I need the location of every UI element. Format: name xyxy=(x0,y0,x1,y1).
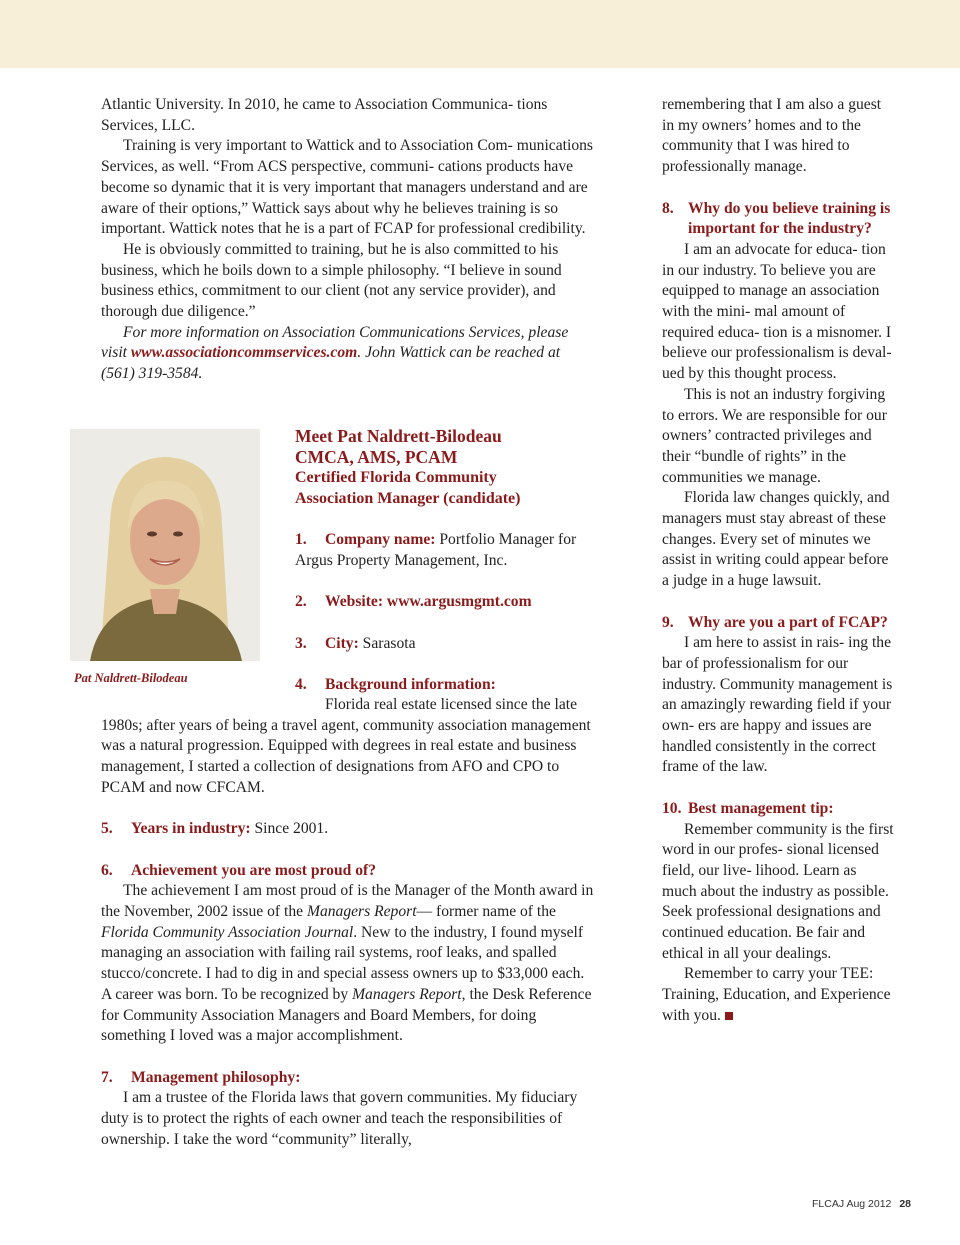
question-number: 4. xyxy=(295,675,307,693)
answer: I am here to assist in rais- ing the bar of professionalism for our industry. Community management is an amazingly rewarding field if your own- ers are happy and issues are handled consistently in the correct frame of the law. xyxy=(662,634,893,776)
answer-text: Remember to carry your TEE: Training, Education, and Experience with you. xyxy=(662,965,891,1024)
contact-note xyxy=(101,323,593,385)
answer xyxy=(662,964,894,1026)
photo-caption: Pat Naldrett-Bilodeau xyxy=(74,671,188,685)
question-number: 6. xyxy=(101,861,113,879)
answer: Since 2001. xyxy=(250,820,329,838)
question-7-heading xyxy=(101,1068,596,1089)
question-number: 3. xyxy=(295,634,307,652)
question-label: Company name: xyxy=(325,531,436,549)
paragraph: remembering that I am also a guest in my owners’ homes and to the community that I was hired to professionally manage. xyxy=(662,96,882,176)
paragraph: Atlantic University. In 2010, he came to Association Communica- tions Services, LLC. xyxy=(101,96,548,134)
question-3 xyxy=(295,634,595,655)
question-label: Achievement you are most proud of? xyxy=(131,861,377,879)
left-column xyxy=(101,95,593,385)
question-9-heading xyxy=(662,613,894,634)
question-1 xyxy=(295,530,595,571)
answer: Portfolio Manager for Argus Property Management, Inc. xyxy=(295,531,577,569)
question-label: City: xyxy=(325,634,359,652)
profile-subheading: Certified Florida Community xyxy=(295,469,497,486)
paragraph: Training is very important to Wattick and to Association Com- munications Services, as well. “From ACS perspective, communi- cations products have become so dynamic that it is very important that managers understand and are aware of their options,” Wattick says about why he believes training is so important. Wattick notes that he is a part of FCAP for professional credibility. xyxy=(101,137,593,238)
contact-note-text: For more information on Association Communications Services, please visit xyxy=(101,323,569,362)
question-label: Why are you a part of FCAP? xyxy=(688,613,888,631)
portrait-illustration xyxy=(70,429,260,661)
answer: Florida real estate licensed since the late 1980s; after years of being a travel agent, community association management was a natural progression. Equipped with degrees in real estate and business management, I started a collection of designations from AFO and CPO to PCAM and now CFCAM. xyxy=(101,696,591,796)
question-number: 5. xyxy=(101,820,113,838)
contact-note-text: . John Wattick can be reached at (561) 319-3584. xyxy=(101,344,561,383)
publication-title: Florida Community Association Journal xyxy=(101,923,354,941)
page-footer xyxy=(812,1198,911,1210)
publication-name: FLCAJ xyxy=(812,1198,845,1210)
answer: Sarasota xyxy=(358,634,416,652)
profile-subheading: Association Manager (candidate) xyxy=(295,489,521,507)
question-number: 7. xyxy=(101,1068,113,1086)
question-label: Years in industry: xyxy=(131,820,251,838)
question-2 xyxy=(295,592,595,613)
answer: I am a trustee of the Florida laws that govern communities. My fiduciary duty is to protect the rights of each owner and teach the responsibilities of ownership. I take the word “community” literally, xyxy=(101,1089,578,1148)
answer: Remember community is the first word in our profes- sional licensed field, our live- lihood. Learn as much about the industry as possible. Seek professional designations and continued education. Be fair and ethical in all your dealings. xyxy=(662,820,894,962)
question-label: Why do you believe training is important for the industry? xyxy=(688,199,891,238)
publication-title: Managers Report xyxy=(352,985,462,1003)
website-label[interactable]: Website: www.argusmgmt.com xyxy=(325,593,532,611)
question-8-heading xyxy=(662,199,894,240)
question-10-heading xyxy=(662,799,894,820)
paragraph: He is obviously committed to training, but he is also committed to his business, which he boils down to a simple philosophy. “I believe in sound business ethics, commitment to our client (not any service provider), and thorough due diligence.” xyxy=(101,240,562,321)
answer-text: , the Desk Reference for Community Association Managers and Board Members, for doing something I loved was a major accomplishment. xyxy=(101,985,592,1045)
question-label: Background information: xyxy=(325,675,496,693)
question-5 xyxy=(101,819,596,840)
profile-body xyxy=(101,695,596,1150)
answer-text: . New to the industry, I found myself managing an association with failing rail systems, roof leaks, and spalled stucco/concrete. I had to dig in and special assess owners up to $33,000 each. A career was born. To be recognized by xyxy=(101,923,585,1003)
right-column xyxy=(662,95,894,1027)
answer-text: — former name of the xyxy=(416,903,556,920)
answer: Florida law changes quickly, and managers must stay abreast of these changes. Every set of minutes we assist in writing could appear before a judge in a huge lawsuit. xyxy=(662,489,890,590)
answer xyxy=(101,881,596,1047)
question-number: 10. xyxy=(662,799,682,817)
website-link[interactable]: www.associationcommservices.com xyxy=(130,344,358,362)
issue-date: Aug 2012 xyxy=(846,1198,892,1210)
top-band xyxy=(0,0,960,68)
question-number: 9. xyxy=(662,613,674,631)
question-label: Management philosophy: xyxy=(131,1068,301,1086)
profile-name: Meet Pat Naldrett-Bilodeau xyxy=(295,426,502,446)
page-number: 28 xyxy=(899,1198,912,1210)
answer: I am an advocate for educa- tion in our industry. To believe you are equipped to manage an association with the mini- mal amount of required educa- tion is a misnomer. I believe our professionalism is deval- ued by this thought process. xyxy=(662,240,892,383)
profile-header xyxy=(295,426,595,696)
answer: This is not an industry forgiving to errors. We are responsible for our owners’ contracted privileges and their “bundle of rights” in the communities we manage. xyxy=(662,385,887,486)
question-number: 2. xyxy=(295,593,307,611)
portrait-photo xyxy=(70,429,260,661)
question-number: 1. xyxy=(295,531,307,549)
question-6-heading xyxy=(101,861,596,882)
question-number: 8. xyxy=(662,199,674,217)
profile-credentials: CMCA, AMS, PCAM xyxy=(295,447,458,467)
end-mark-icon xyxy=(725,1012,733,1020)
question-4-heading xyxy=(295,675,595,696)
question-label: Best management tip: xyxy=(688,799,834,817)
publication-title: Managers Report xyxy=(306,903,417,920)
answer-text: The achievement I am most proud of is the Manager of the Month award in the November, 2002 issue of the xyxy=(101,882,594,920)
